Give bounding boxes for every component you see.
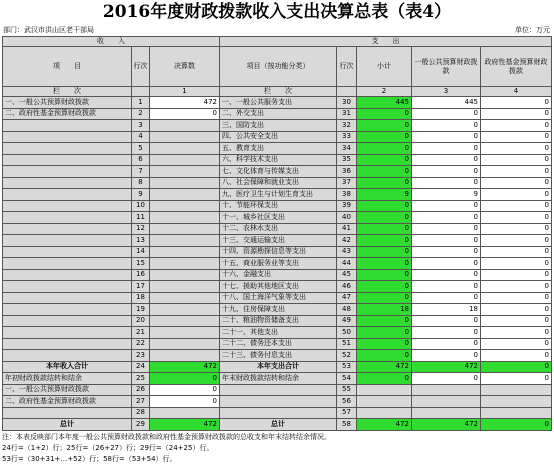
income-row-number-cell: 4 — [132, 132, 150, 144]
income-row-number-cell: 19 — [132, 304, 150, 316]
income-amount-cell — [150, 247, 220, 259]
expense-subtotal-cell — [357, 385, 412, 397]
expense-item-cell: 二十、粮油物资储备支出 — [220, 316, 337, 328]
expense-fund-budget-cell: 0 — [481, 339, 552, 351]
expense-row-number-cell: 58 — [337, 419, 357, 431]
expense-item-cell: 十九、住房保障支出 — [220, 304, 337, 316]
expense-general-budget-cell: 0 — [412, 258, 481, 270]
footnote: 24行=（1+2）行；25行=（26+27）行；29行=（24+25）行。 — [2, 443, 214, 452]
income-row-header: 行次 — [132, 47, 150, 87]
expense-subtotal-cell: 0 — [357, 327, 412, 339]
income-row-number-cell: 6 — [132, 155, 150, 167]
expense-subtotal-cell: 0 — [357, 109, 412, 121]
expense-row-number-cell: 37 — [337, 178, 357, 190]
income-amount-cell — [150, 316, 220, 328]
expense-general-budget-cell: 9 — [412, 189, 481, 201]
expense-fund-budget-index: 4 — [481, 87, 552, 97]
expense-subtotal-cell: 0 — [357, 339, 412, 351]
expense-item-cell — [220, 408, 337, 420]
income-item-cell — [3, 408, 132, 420]
expense-fund-budget-cell: 0 — [481, 189, 552, 201]
expense-row-number-cell: 51 — [337, 339, 357, 351]
income-amount-cell: 0 — [150, 396, 220, 408]
footnotes — [0, 432, 554, 465]
income-row-number-cell: 10 — [132, 201, 150, 213]
expense-item-cell: 本年支出合计 — [220, 362, 337, 374]
income-item-cell — [3, 132, 132, 144]
expense-subtotal-cell: 0 — [357, 224, 412, 236]
expense-row-number-cell: 33 — [337, 132, 357, 144]
income-item-cell — [3, 212, 132, 224]
income-row-number-cell: 24 — [132, 362, 150, 374]
income-row-number-cell: 26 — [132, 385, 150, 397]
expense-subtotal-cell: 9 — [357, 189, 412, 201]
income-row-number-cell: 7 — [132, 166, 150, 178]
expense-subtotal-cell: 0 — [357, 201, 412, 213]
income-amount-cell — [150, 189, 220, 201]
expense-row-header: 行次 — [337, 47, 357, 87]
income-row-number-cell: 29 — [132, 419, 150, 431]
income-item-cell — [3, 155, 132, 167]
income-item-cell — [3, 293, 132, 305]
income-row-number-cell: 12 — [132, 224, 150, 236]
income-amount-cell: 0 — [150, 373, 220, 385]
income-amount-cell: 472 — [150, 97, 220, 109]
expense-row-number-cell: 43 — [337, 247, 357, 259]
income-row-number-cell: 28 — [132, 408, 150, 420]
income-row-number-cell: 18 — [132, 293, 150, 305]
income-item-header: 项 目 — [3, 47, 132, 87]
expense-general-budget-cell: 0 — [412, 132, 481, 144]
expense-general-budget-cell: 0 — [412, 316, 481, 328]
income-amount-cell — [150, 201, 220, 213]
expense-subtotal-cell: 0 — [357, 373, 412, 385]
income-column-index-label: 栏 次 — [3, 87, 132, 97]
expense-item-cell: 年末财政拨款结转和结余 — [220, 373, 337, 385]
expense-item-cell: 二十三、债务付息支出 — [220, 350, 337, 362]
income-amount-cell — [150, 235, 220, 247]
income-row-number-cell: 8 — [132, 178, 150, 190]
expense-row-number-cell: 34 — [337, 143, 357, 155]
expense-subtotal-index: 2 — [357, 87, 412, 97]
expense-row-number-cell: 56 — [337, 396, 357, 408]
expense-row-number-cell: 40 — [337, 212, 357, 224]
expense-subtotal-cell: 445 — [357, 97, 412, 109]
expense-general-budget-cell: 0 — [412, 327, 481, 339]
income-amount-cell: 0 — [150, 385, 220, 397]
expense-subtotal-cell: 472 — [357, 419, 412, 431]
expense-general-budget-cell: 0 — [412, 270, 481, 282]
expense-item-cell: 十六、金融支出 — [220, 270, 337, 282]
expense-row-number-cell: 42 — [337, 235, 357, 247]
income-item-cell — [3, 247, 132, 259]
expense-item-header: 项目（按功能分类） — [220, 47, 337, 87]
expense-row-number-cell: 41 — [337, 224, 357, 236]
income-row-number-cell: 13 — [132, 235, 150, 247]
income-row-number-cell: 9 — [132, 189, 150, 201]
income-item-cell — [3, 166, 132, 178]
expense-fund-budget-cell: 0 — [481, 293, 552, 305]
expense-item-cell: 一、一般公共服务支出 — [220, 97, 337, 109]
expense-row-number-cell: 55 — [337, 385, 357, 397]
expense-item-cell: 五、教育支出 — [220, 143, 337, 155]
income-row-index-blank-cell — [132, 87, 150, 97]
income-item-cell: 总计 — [3, 419, 132, 431]
income-amount-cell — [150, 293, 220, 305]
expense-row-number-cell: 52 — [337, 350, 357, 362]
income-row-number-cell: 5 — [132, 143, 150, 155]
expense-fund-budget-cell: 0 — [481, 281, 552, 293]
income-amount-index: 1 — [150, 87, 220, 97]
expense-column-index-label: 栏 次 — [220, 87, 337, 97]
income-amount-cell — [150, 339, 220, 351]
income-item-cell: 本年收入合计 — [3, 362, 132, 374]
expense-subtotal-cell: 0 — [357, 258, 412, 270]
expense-general-budget-cell: 0 — [412, 235, 481, 247]
income-row-number-cell: 27 — [132, 396, 150, 408]
income-amount-cell — [150, 327, 220, 339]
income-row-number-cell: 21 — [132, 327, 150, 339]
expense-subtotal-cell: 0 — [357, 281, 412, 293]
income-amount-cell — [150, 350, 220, 362]
income-row-number-cell: 2 — [132, 109, 150, 121]
expense-subtotal-cell — [357, 408, 412, 420]
unit-label: 单位：万元 — [515, 26, 550, 34]
expense-fund-budget-cell: 0 — [481, 155, 552, 167]
income-item-cell — [3, 224, 132, 236]
report-meta-row — [0, 24, 554, 36]
expense-general-budget-cell: 445 — [412, 97, 481, 109]
expense-general-budget-cell — [412, 408, 481, 420]
expense-row-number-cell: 49 — [337, 316, 357, 328]
income-amount-header: 决算数 — [150, 47, 220, 87]
income-amount-cell: 472 — [150, 362, 220, 374]
expense-general-budget-cell: 0 — [412, 281, 481, 293]
expense-subtotal-cell: 0 — [357, 155, 412, 167]
income-row-number-cell: 20 — [132, 316, 150, 328]
income-amount-cell — [150, 178, 220, 190]
income-item-cell — [3, 143, 132, 155]
expense-fund-budget-cell: 0 — [481, 201, 552, 213]
income-amount-cell — [150, 270, 220, 282]
income-amount-cell — [150, 212, 220, 224]
expense-item-cell: 十一、城乡社区支出 — [220, 212, 337, 224]
income-item-cell — [3, 281, 132, 293]
expense-general-budget-cell: 0 — [412, 293, 481, 305]
income-row-number-cell: 16 — [132, 270, 150, 282]
expense-subtotal-header: 小计 — [357, 47, 412, 87]
expense-fund-budget-cell: 0 — [481, 109, 552, 121]
expense-item-cell — [220, 385, 337, 397]
expense-fund-budget-header: 政府性基金预算财政拨款 — [481, 47, 552, 87]
income-row-number-cell: 1 — [132, 97, 150, 109]
expense-general-budget-header: 一般公共预算财政拨款 — [412, 47, 481, 87]
income-item-cell — [3, 189, 132, 201]
expense-fund-budget-cell: 0 — [481, 178, 552, 190]
expense-row-number-cell: 45 — [337, 270, 357, 282]
income-item-cell — [3, 201, 132, 213]
expense-item-cell — [220, 396, 337, 408]
income-amount-cell — [150, 408, 220, 420]
expense-subtotal-cell: 0 — [357, 293, 412, 305]
income-item-cell: 二、政府性基金预算财政拨款 — [3, 109, 132, 121]
expense-fund-budget-cell: 0 — [481, 327, 552, 339]
expense-row-number-cell: 54 — [337, 373, 357, 385]
expense-row-number-cell: 36 — [337, 166, 357, 178]
income-amount-cell — [150, 166, 220, 178]
income-row-number-cell: 11 — [132, 212, 150, 224]
expense-general-budget-cell: 0 — [412, 109, 481, 121]
expense-fund-budget-cell: 0 — [481, 247, 552, 259]
expense-row-number-cell: 38 — [337, 189, 357, 201]
expense-row-number-cell: 57 — [337, 408, 357, 420]
expense-item-cell: 二十一、其他支出 — [220, 327, 337, 339]
income-amount-cell — [150, 304, 220, 316]
expense-fund-budget-cell: 0 — [481, 350, 552, 362]
footnote: 注：本表反映部门本年度一般公共预算财政拨款和政府性基金预算财政拨款的总收支和年末结转结余情况。 — [2, 432, 331, 441]
income-amount-cell — [150, 132, 220, 144]
expense-fund-budget-cell: 0 — [481, 316, 552, 328]
expense-section-header: 支 出 — [220, 37, 552, 47]
expense-general-budget-cell: 0 — [412, 120, 481, 132]
expense-item-cell: 八、社会保障和就业支出 — [220, 178, 337, 190]
expense-general-budget-cell: 0 — [412, 339, 481, 351]
income-row-number-cell: 17 — [132, 281, 150, 293]
income-item-cell — [3, 327, 132, 339]
expense-fund-budget-cell: 0 — [481, 120, 552, 132]
expense-general-budget-cell: 0 — [412, 350, 481, 362]
income-amount-cell: 0 — [150, 109, 220, 121]
expense-item-cell: 十七、援助其他地区支出 — [220, 281, 337, 293]
department-label: 部门：武汉市洪山区老干部局 — [3, 26, 94, 34]
expense-general-budget-cell: 0 — [412, 155, 481, 167]
expense-row-number-cell: 32 — [337, 120, 357, 132]
income-section-header: 收 入 — [3, 37, 220, 47]
expense-row-number-cell: 44 — [337, 258, 357, 270]
income-amount-cell: 472 — [150, 419, 220, 431]
expense-item-cell: 三、国防支出 — [220, 120, 337, 132]
expense-subtotal-cell: 0 — [357, 270, 412, 282]
expense-general-budget-index: 3 — [412, 87, 481, 97]
expense-subtotal-cell: 0 — [357, 247, 412, 259]
expense-item-cell: 二、外交支出 — [220, 109, 337, 121]
income-row-number-cell: 23 — [132, 350, 150, 362]
expense-item-cell: 十五、商业服务业等支出 — [220, 258, 337, 270]
page-title: 2016年度财政拨款收入支出决算总表（表4） — [102, 2, 452, 22]
income-item-cell — [3, 178, 132, 190]
expense-fund-budget-cell: 0 — [481, 235, 552, 247]
income-item-cell — [3, 258, 132, 270]
expense-subtotal-cell: 0 — [357, 350, 412, 362]
income-row-number-cell: 3 — [132, 120, 150, 132]
income-amount-cell — [150, 281, 220, 293]
expense-item-cell: 十三、交通运输支出 — [220, 235, 337, 247]
expense-subtotal-cell: 0 — [357, 235, 412, 247]
expense-fund-budget-cell: 0 — [481, 143, 552, 155]
expense-fund-budget-cell — [481, 385, 552, 397]
expense-row-number-cell: 48 — [337, 304, 357, 316]
financial-summary-table — [2, 36, 552, 431]
expense-general-budget-cell: 18 — [412, 304, 481, 316]
expense-general-budget-cell: 0 — [412, 224, 481, 236]
expense-general-budget-cell: 472 — [412, 419, 481, 431]
expense-general-budget-cell: 0 — [412, 247, 481, 259]
expense-item-cell: 四、公共安全支出 — [220, 132, 337, 144]
income-item-cell — [3, 316, 132, 328]
expense-general-budget-cell: 472 — [412, 362, 481, 374]
expense-fund-budget-cell: 0 — [481, 270, 552, 282]
expense-subtotal-cell: 472 — [357, 362, 412, 374]
expense-item-cell: 十二、农林水支出 — [220, 224, 337, 236]
expense-general-budget-cell: 0 — [412, 212, 481, 224]
expense-item-cell: 十八、国土海洋气象等支出 — [220, 293, 337, 305]
expense-item-cell: 六、科学技术支出 — [220, 155, 337, 167]
expense-fund-budget-cell: 0 — [481, 258, 552, 270]
expense-row-number-cell: 39 — [337, 201, 357, 213]
income-amount-cell — [150, 120, 220, 132]
expense-subtotal-cell: 0 — [357, 316, 412, 328]
expense-fund-budget-cell: 0 — [481, 132, 552, 144]
expense-general-budget-cell: 0 — [412, 178, 481, 190]
income-amount-cell — [150, 143, 220, 155]
expense-fund-budget-cell: 0 — [481, 224, 552, 236]
expense-item-cell: 十、节能环保支出 — [220, 201, 337, 213]
income-amount-cell — [150, 155, 220, 167]
expense-fund-budget-cell — [481, 396, 552, 408]
expense-row-number-cell: 30 — [337, 97, 357, 109]
expense-fund-budget-cell — [481, 408, 552, 420]
expense-general-budget-cell: 0 — [412, 166, 481, 178]
expense-row-number-cell: 35 — [337, 155, 357, 167]
expense-row-number-cell: 46 — [337, 281, 357, 293]
footnote: 53行=（30+31+…+52）行；58行=（53+54）行。 — [2, 454, 177, 463]
expense-item-cell: 七、文化体育与传媒支出 — [220, 166, 337, 178]
income-row-number-cell: 14 — [132, 247, 150, 259]
income-item-cell: 年初财政拨款结转和结余 — [3, 373, 132, 385]
expense-general-budget-cell: 0 — [412, 143, 481, 155]
expense-row-number-cell: 31 — [337, 109, 357, 121]
expense-subtotal-cell: 0 — [357, 120, 412, 132]
expense-fund-budget-cell: 0 — [481, 419, 552, 431]
expense-general-budget-cell: 0 — [412, 201, 481, 213]
expense-item-cell: 十四、资源勘探信息等支出 — [220, 247, 337, 259]
income-item-cell: 二、政府性基金预算财政拨款 — [3, 396, 132, 408]
income-item-cell — [3, 120, 132, 132]
expense-row-index-blank-cell — [337, 87, 357, 97]
income-item-cell: 一、一般公共预算财政拨款 — [3, 385, 132, 397]
income-row-number-cell: 25 — [132, 373, 150, 385]
expense-fund-budget-cell: 0 — [481, 97, 552, 109]
income-item-cell — [3, 235, 132, 247]
income-amount-cell — [150, 224, 220, 236]
expense-fund-budget-cell: 0 — [481, 212, 552, 224]
income-amount-cell — [150, 258, 220, 270]
expense-fund-budget-cell: 0 — [481, 373, 552, 385]
expense-row-number-cell: 50 — [337, 327, 357, 339]
expense-fund-budget-cell: 0 — [481, 166, 552, 178]
expense-subtotal-cell: 0 — [357, 166, 412, 178]
expense-subtotal-cell — [357, 396, 412, 408]
expense-row-number-cell: 53 — [337, 362, 357, 374]
expense-general-budget-cell — [412, 385, 481, 397]
expense-item-cell: 九、医疗卫生与计划生育支出 — [220, 189, 337, 201]
expense-general-budget-cell — [412, 396, 481, 408]
expense-subtotal-cell: 0 — [357, 212, 412, 224]
expense-fund-budget-cell: 0 — [481, 362, 552, 374]
expense-subtotal-cell: 0 — [357, 132, 412, 144]
expense-row-number-cell: 47 — [337, 293, 357, 305]
expense-general-budget-cell: 0 — [412, 373, 481, 385]
income-row-number-cell: 15 — [132, 258, 150, 270]
income-item-cell — [3, 350, 132, 362]
expense-subtotal-cell: 18 — [357, 304, 412, 316]
expense-fund-budget-cell: 0 — [481, 304, 552, 316]
income-item-cell — [3, 270, 132, 282]
expense-item-cell: 二十二、债务还本支出 — [220, 339, 337, 351]
expense-subtotal-cell: 0 — [357, 178, 412, 190]
income-item-cell: 一、一般公共预算财政拨款 — [3, 97, 132, 109]
expense-subtotal-cell: 0 — [357, 143, 412, 155]
expense-item-cell: 总计 — [220, 419, 337, 431]
income-item-cell — [3, 339, 132, 351]
income-item-cell — [3, 304, 132, 316]
income-row-number-cell: 22 — [132, 339, 150, 351]
